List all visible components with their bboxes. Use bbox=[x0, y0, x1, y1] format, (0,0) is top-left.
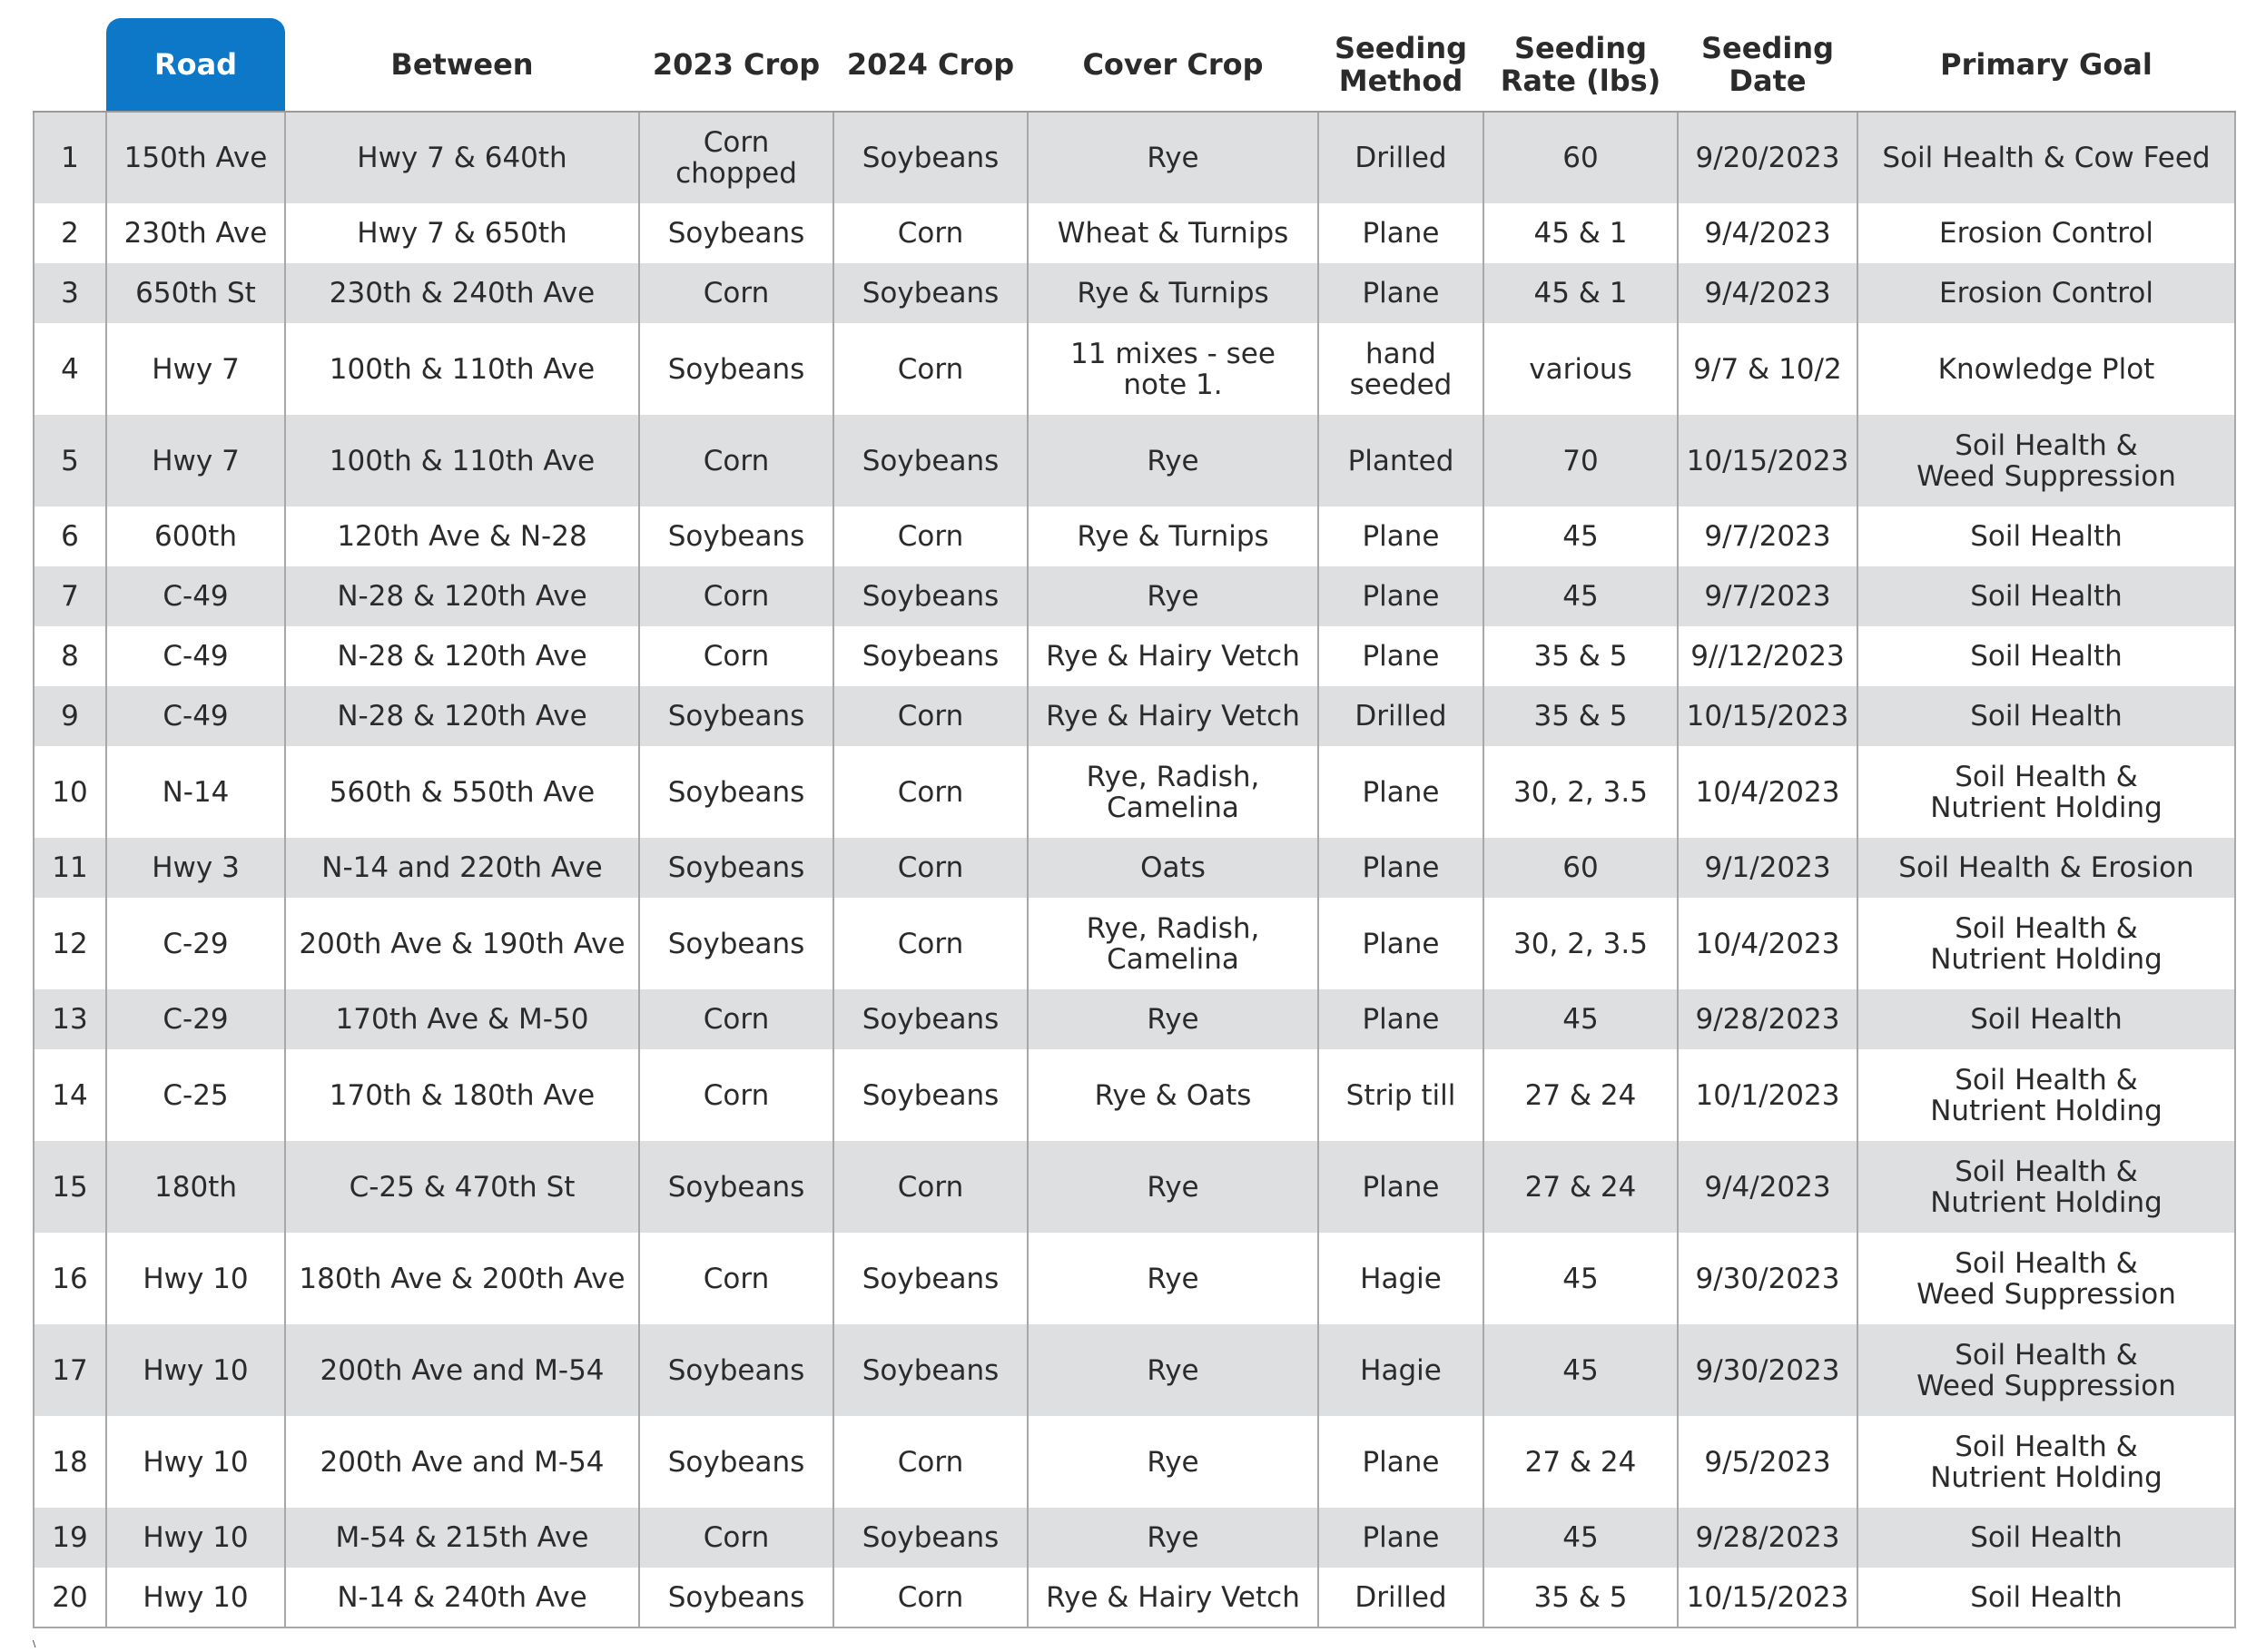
cell-cover-crop: Rye bbox=[1028, 1141, 1318, 1233]
cell-seeding-method: Plane bbox=[1318, 1508, 1483, 1568]
cell-seeding-method: Strip till bbox=[1318, 1049, 1483, 1141]
cell-primary-goal: Soil Health & Nutrient Holding bbox=[1857, 898, 2235, 989]
cell-road: Hwy 10 bbox=[106, 1508, 285, 1568]
cell-seeding-rate: 45 bbox=[1483, 1324, 1678, 1416]
cell-seeding-date: 9/30/2023 bbox=[1678, 1233, 1857, 1324]
cell-primary-goal: Soil Health bbox=[1857, 686, 2235, 746]
cell-cover-crop: Oats bbox=[1028, 838, 1318, 898]
cell-between: Hwy 7 & 650th bbox=[285, 203, 639, 263]
cell-seeding-date: 9/28/2023 bbox=[1678, 1508, 1857, 1568]
table-row bbox=[34, 506, 2235, 566]
cell-cover-crop: Rye & Hairy Vetch bbox=[1028, 1568, 1318, 1627]
cell-cover-crop: Rye bbox=[1028, 415, 1318, 506]
cell-seeding-method: Plane bbox=[1318, 989, 1483, 1049]
cell-road: 650th St bbox=[106, 263, 285, 323]
cell-row-number: 13 bbox=[34, 989, 106, 1049]
cell-seeding-date: 9/4/2023 bbox=[1678, 1141, 1857, 1233]
cell-seeding-method: Plane bbox=[1318, 626, 1483, 686]
cell-road: C-49 bbox=[106, 626, 285, 686]
cell-primary-goal: Soil Health & Weed Suppression bbox=[1857, 1324, 2235, 1416]
cell-row-number: 18 bbox=[34, 1416, 106, 1508]
header-seeding-date: Seeding Date bbox=[1678, 18, 1857, 112]
cell-2023-crop: Corn bbox=[639, 989, 833, 1049]
cell-road: Hwy 10 bbox=[106, 1568, 285, 1627]
cell-2023-crop: Corn bbox=[639, 1233, 833, 1324]
cell-seeding-method: hand seeded bbox=[1318, 323, 1483, 415]
cell-seeding-method: Plane bbox=[1318, 838, 1483, 898]
table-row bbox=[34, 989, 2235, 1049]
table-header bbox=[34, 18, 2235, 112]
cell-seeding-method: Plane bbox=[1318, 1141, 1483, 1233]
cell-cover-crop: Rye & Hairy Vetch bbox=[1028, 626, 1318, 686]
header-seeding-method: Seeding Method bbox=[1318, 18, 1483, 112]
cell-cover-crop: Rye bbox=[1028, 1416, 1318, 1508]
cell-2023-crop: Corn bbox=[639, 1049, 833, 1141]
cell-road: Hwy 10 bbox=[106, 1416, 285, 1508]
cell-row-number: 10 bbox=[34, 746, 106, 838]
cell-primary-goal: Soil Health bbox=[1857, 506, 2235, 566]
cell-cover-crop: Rye bbox=[1028, 1324, 1318, 1416]
cell-row-number: 4 bbox=[34, 323, 106, 415]
cell-cover-crop: Rye bbox=[1028, 1233, 1318, 1324]
cell-between: 230th & 240th Ave bbox=[285, 263, 639, 323]
cell-2023-crop: Soybeans bbox=[639, 1141, 833, 1233]
cell-2024-crop: Corn bbox=[833, 323, 1028, 415]
cell-seeding-rate: 45 bbox=[1483, 1508, 1678, 1568]
cell-2023-crop: Corn chopped bbox=[639, 112, 833, 203]
table-row bbox=[34, 263, 2235, 323]
cell-road: C-29 bbox=[106, 898, 285, 989]
cell-seeding-rate: 27 & 24 bbox=[1483, 1049, 1678, 1141]
cell-cover-crop: Rye & Hairy Vetch bbox=[1028, 686, 1318, 746]
cell-road: Hwy 7 bbox=[106, 323, 285, 415]
cell-2023-crop: Soybeans bbox=[639, 1324, 833, 1416]
cell-row-number: 2 bbox=[34, 203, 106, 263]
table-row bbox=[34, 626, 2235, 686]
table-row bbox=[34, 1508, 2235, 1568]
cell-seeding-date: 9/1/2023 bbox=[1678, 838, 1857, 898]
cell-road: 230th Ave bbox=[106, 203, 285, 263]
cell-between: 100th & 110th Ave bbox=[285, 323, 639, 415]
header-row bbox=[34, 18, 2235, 112]
cell-row-number: 19 bbox=[34, 1508, 106, 1568]
table-row bbox=[34, 838, 2235, 898]
cell-road: Hwy 10 bbox=[106, 1233, 285, 1324]
cell-row-number: 8 bbox=[34, 626, 106, 686]
cell-between: 200th Ave and M-54 bbox=[285, 1416, 639, 1508]
cover-crop-table bbox=[33, 18, 2236, 1628]
cell-2023-crop: Corn bbox=[639, 263, 833, 323]
cell-seeding-method: Plane bbox=[1318, 898, 1483, 989]
cell-primary-goal: Soil Health & Nutrient Holding bbox=[1857, 1049, 2235, 1141]
cell-seeding-date: 9//12/2023 bbox=[1678, 626, 1857, 686]
cell-primary-goal: Soil Health & Erosion bbox=[1857, 838, 2235, 898]
cell-row-number: 20 bbox=[34, 1568, 106, 1627]
cell-primary-goal: Soil Health bbox=[1857, 626, 2235, 686]
cell-row-number: 7 bbox=[34, 566, 106, 626]
cover-crop-table-container bbox=[33, 18, 2234, 1628]
cell-between: C-25 & 470th St bbox=[285, 1141, 639, 1233]
cell-seeding-method: Drilled bbox=[1318, 686, 1483, 746]
cell-2024-crop: Corn bbox=[833, 1141, 1028, 1233]
cell-seeding-method: Plane bbox=[1318, 506, 1483, 566]
cell-between: 100th & 110th Ave bbox=[285, 415, 639, 506]
cell-road: 150th Ave bbox=[106, 112, 285, 203]
cell-2024-crop: Corn bbox=[833, 506, 1028, 566]
cell-cover-crop: Rye bbox=[1028, 1508, 1318, 1568]
cell-row-number: 5 bbox=[34, 415, 106, 506]
cell-2024-crop: Soybeans bbox=[833, 626, 1028, 686]
cell-seeding-method: Planted bbox=[1318, 415, 1483, 506]
cell-2024-crop: Corn bbox=[833, 898, 1028, 989]
cell-between: N-28 & 120th Ave bbox=[285, 626, 639, 686]
cell-seeding-rate: 60 bbox=[1483, 838, 1678, 898]
cell-seeding-date: 9/7/2023 bbox=[1678, 566, 1857, 626]
cell-between: 120th Ave & N-28 bbox=[285, 506, 639, 566]
cell-seeding-method: Hagie bbox=[1318, 1324, 1483, 1416]
cell-cover-crop: 11 mixes - see note 1. bbox=[1028, 323, 1318, 415]
cell-primary-goal: Soil Health & Nutrient Holding bbox=[1857, 746, 2235, 838]
cell-seeding-rate: 70 bbox=[1483, 415, 1678, 506]
header-cover-crop: Cover Crop bbox=[1028, 18, 1318, 112]
cell-between: N-14 & 240th Ave bbox=[285, 1568, 639, 1627]
cell-primary-goal: Knowledge Plot bbox=[1857, 323, 2235, 415]
cell-road: 600th bbox=[106, 506, 285, 566]
cell-between: N-28 & 120th Ave bbox=[285, 566, 639, 626]
cell-road: N-14 bbox=[106, 746, 285, 838]
table-row bbox=[34, 746, 2235, 838]
cell-seeding-method: Plane bbox=[1318, 1416, 1483, 1508]
cell-2023-crop: Corn bbox=[639, 626, 833, 686]
cell-seeding-rate: 27 & 24 bbox=[1483, 1416, 1678, 1508]
cell-2024-crop: Soybeans bbox=[833, 1233, 1028, 1324]
cell-2023-crop: Soybeans bbox=[639, 1568, 833, 1627]
cell-primary-goal: Soil Health bbox=[1857, 566, 2235, 626]
header-seeding-rate: Seeding Rate (lbs) bbox=[1483, 18, 1678, 112]
cell-row-number: 12 bbox=[34, 898, 106, 989]
cell-between: N-14 and 220th Ave bbox=[285, 838, 639, 898]
cell-road: C-49 bbox=[106, 686, 285, 746]
cell-2023-crop: Soybeans bbox=[639, 1416, 833, 1508]
table-row bbox=[34, 1233, 2235, 1324]
cell-primary-goal: Soil Health & Weed Suppression bbox=[1857, 415, 2235, 506]
cell-seeding-rate: 45 bbox=[1483, 506, 1678, 566]
cell-row-number: 1 bbox=[34, 112, 106, 203]
cell-2024-crop: Corn bbox=[833, 746, 1028, 838]
cell-2023-crop: Corn bbox=[639, 415, 833, 506]
cell-seeding-date: 10/1/2023 bbox=[1678, 1049, 1857, 1141]
cell-seeding-method: Drilled bbox=[1318, 112, 1483, 203]
table-row bbox=[34, 898, 2235, 989]
cell-seeding-method: Drilled bbox=[1318, 1568, 1483, 1627]
footnote-mark: \ bbox=[33, 1639, 36, 1649]
cell-2023-crop: Soybeans bbox=[639, 898, 833, 989]
cell-seeding-date: 9/7/2023 bbox=[1678, 506, 1857, 566]
cell-road: C-29 bbox=[106, 989, 285, 1049]
cell-cover-crop: Rye & Turnips bbox=[1028, 263, 1318, 323]
cell-seeding-rate: 30, 2, 3.5 bbox=[1483, 898, 1678, 989]
cell-seeding-date: 9/4/2023 bbox=[1678, 263, 1857, 323]
cell-2023-crop: Soybeans bbox=[639, 838, 833, 898]
cell-seeding-rate: 35 & 5 bbox=[1483, 1568, 1678, 1627]
cell-2024-crop: Soybeans bbox=[833, 1508, 1028, 1568]
table-row bbox=[34, 1416, 2235, 1508]
cell-primary-goal: Soil Health bbox=[1857, 1568, 2235, 1627]
cell-2023-crop: Corn bbox=[639, 1508, 833, 1568]
cell-between: 200th Ave & 190th Ave bbox=[285, 898, 639, 989]
cell-seeding-method: Plane bbox=[1318, 566, 1483, 626]
cell-seeding-method: Plane bbox=[1318, 746, 1483, 838]
cell-road: Hwy 10 bbox=[106, 1324, 285, 1416]
cell-seeding-date: 9/30/2023 bbox=[1678, 1324, 1857, 1416]
cell-road: C-49 bbox=[106, 566, 285, 626]
cell-primary-goal: Soil Health & Nutrient Holding bbox=[1857, 1141, 2235, 1233]
cell-primary-goal: Erosion Control bbox=[1857, 203, 2235, 263]
cell-2024-crop: Corn bbox=[833, 686, 1028, 746]
cell-between: 180th Ave & 200th Ave bbox=[285, 1233, 639, 1324]
cell-seeding-date: 10/4/2023 bbox=[1678, 746, 1857, 838]
cell-between: 170th & 180th Ave bbox=[285, 1049, 639, 1141]
cell-road: 180th bbox=[106, 1141, 285, 1233]
cell-row-number: 11 bbox=[34, 838, 106, 898]
cell-2024-crop: Corn bbox=[833, 1416, 1028, 1508]
cell-row-number: 3 bbox=[34, 263, 106, 323]
cell-primary-goal: Erosion Control bbox=[1857, 263, 2235, 323]
cell-primary-goal: Soil Health bbox=[1857, 1508, 2235, 1568]
cell-2023-crop: Soybeans bbox=[639, 203, 833, 263]
cell-between: N-28 & 120th Ave bbox=[285, 686, 639, 746]
cell-cover-crop: Rye, Radish, Camelina bbox=[1028, 746, 1318, 838]
cell-2024-crop: Soybeans bbox=[833, 415, 1028, 506]
cell-cover-crop: Rye & Turnips bbox=[1028, 506, 1318, 566]
cell-2024-crop: Soybeans bbox=[833, 566, 1028, 626]
table-row bbox=[34, 323, 2235, 415]
cell-row-number: 15 bbox=[34, 1141, 106, 1233]
cell-cover-crop: Rye & Oats bbox=[1028, 1049, 1318, 1141]
cell-between: M-54 & 215th Ave bbox=[285, 1508, 639, 1568]
cell-2023-crop: Soybeans bbox=[639, 506, 833, 566]
cell-seeding-date: 9/28/2023 bbox=[1678, 989, 1857, 1049]
cell-2024-crop: Soybeans bbox=[833, 112, 1028, 203]
cell-2023-crop: Soybeans bbox=[639, 746, 833, 838]
cell-seeding-method: Plane bbox=[1318, 263, 1483, 323]
cell-row-number: 9 bbox=[34, 686, 106, 746]
cell-between: 170th Ave & M-50 bbox=[285, 989, 639, 1049]
cell-2024-crop: Corn bbox=[833, 203, 1028, 263]
cell-between: 200th Ave and M-54 bbox=[285, 1324, 639, 1416]
cell-2024-crop: Corn bbox=[833, 838, 1028, 898]
cell-seeding-method: Plane bbox=[1318, 203, 1483, 263]
table-body bbox=[34, 112, 2235, 1627]
cell-row-number: 16 bbox=[34, 1233, 106, 1324]
cell-seeding-rate: 35 & 5 bbox=[1483, 626, 1678, 686]
cell-road: Hwy 3 bbox=[106, 838, 285, 898]
cell-seeding-date: 10/4/2023 bbox=[1678, 898, 1857, 989]
cell-seeding-rate: 27 & 24 bbox=[1483, 1141, 1678, 1233]
cell-row-number: 14 bbox=[34, 1049, 106, 1141]
cell-cover-crop: Rye bbox=[1028, 112, 1318, 203]
table-row bbox=[34, 1141, 2235, 1233]
table-row bbox=[34, 1049, 2235, 1141]
cell-primary-goal: Soil Health bbox=[1857, 989, 2235, 1049]
cell-2024-crop: Soybeans bbox=[833, 1324, 1028, 1416]
cell-between: 560th & 550th Ave bbox=[285, 746, 639, 838]
cell-2024-crop: Corn bbox=[833, 1568, 1028, 1627]
header-2023-crop: 2023 Crop bbox=[639, 18, 833, 112]
cell-seeding-rate: various bbox=[1483, 323, 1678, 415]
cell-seeding-method: Hagie bbox=[1318, 1233, 1483, 1324]
cell-seeding-rate: 35 & 5 bbox=[1483, 686, 1678, 746]
table-row bbox=[34, 1568, 2235, 1627]
cell-2023-crop: Soybeans bbox=[639, 323, 833, 415]
cell-cover-crop: Wheat & Turnips bbox=[1028, 203, 1318, 263]
table-row bbox=[34, 566, 2235, 626]
cell-cover-crop: Rye bbox=[1028, 989, 1318, 1049]
header-road: Road bbox=[106, 18, 285, 112]
cell-primary-goal: Soil Health & Nutrient Holding bbox=[1857, 1416, 2235, 1508]
cell-2023-crop: Soybeans bbox=[639, 686, 833, 746]
cell-seeding-date: 10/15/2023 bbox=[1678, 415, 1857, 506]
header-2024-crop: 2024 Crop bbox=[833, 18, 1028, 112]
cell-seeding-rate: 45 & 1 bbox=[1483, 263, 1678, 323]
header-primary-goal: Primary Goal bbox=[1857, 18, 2235, 112]
cell-seeding-date: 9/7 & 10/2 bbox=[1678, 323, 1857, 415]
table-row bbox=[34, 1324, 2235, 1416]
cell-seeding-date: 10/15/2023 bbox=[1678, 1568, 1857, 1627]
table-row bbox=[34, 415, 2235, 506]
cell-row-number: 17 bbox=[34, 1324, 106, 1416]
table-row bbox=[34, 203, 2235, 263]
cell-seeding-date: 9/20/2023 bbox=[1678, 112, 1857, 203]
cell-2023-crop: Corn bbox=[639, 566, 833, 626]
cell-seeding-rate: 60 bbox=[1483, 112, 1678, 203]
cell-seeding-date: 9/4/2023 bbox=[1678, 203, 1857, 263]
cell-seeding-date: 10/15/2023 bbox=[1678, 686, 1857, 746]
cell-2024-crop: Soybeans bbox=[833, 1049, 1028, 1141]
header-row-number bbox=[34, 18, 106, 112]
table-row bbox=[34, 686, 2235, 746]
header-between: Between bbox=[285, 18, 639, 112]
cell-seeding-rate: 45 bbox=[1483, 566, 1678, 626]
cell-cover-crop: Rye, Radish, Camelina bbox=[1028, 898, 1318, 989]
cell-primary-goal: Soil Health & Cow Feed bbox=[1857, 112, 2235, 203]
cell-primary-goal: Soil Health & Weed Suppression bbox=[1857, 1233, 2235, 1324]
cell-road: C-25 bbox=[106, 1049, 285, 1141]
cell-cover-crop: Rye bbox=[1028, 566, 1318, 626]
cell-seeding-rate: 45 bbox=[1483, 989, 1678, 1049]
cell-seeding-rate: 45 & 1 bbox=[1483, 203, 1678, 263]
cell-road: Hwy 7 bbox=[106, 415, 285, 506]
cell-between: Hwy 7 & 640th bbox=[285, 112, 639, 203]
table-row bbox=[34, 112, 2235, 203]
cell-2024-crop: Soybeans bbox=[833, 263, 1028, 323]
cell-seeding-rate: 45 bbox=[1483, 1233, 1678, 1324]
cell-2024-crop: Soybeans bbox=[833, 989, 1028, 1049]
cell-seeding-rate: 30, 2, 3.5 bbox=[1483, 746, 1678, 838]
cell-seeding-date: 9/5/2023 bbox=[1678, 1416, 1857, 1508]
cell-row-number: 6 bbox=[34, 506, 106, 566]
